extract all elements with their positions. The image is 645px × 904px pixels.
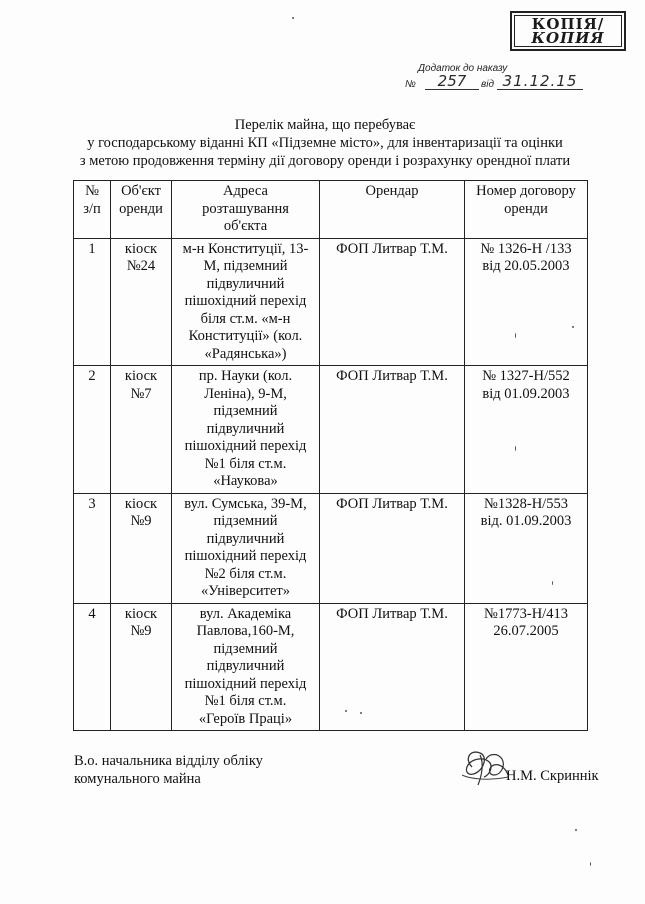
annex-title: Додаток до наказу <box>418 63 508 74</box>
table-row <box>74 493 588 603</box>
contract-date: 26.07.2005 <box>493 623 559 639</box>
header-address-line: об'єкта <box>223 218 268 234</box>
order-date-value: 31.12.15 <box>497 73 583 90</box>
contract-date: від 20.05.2003 <box>482 258 570 274</box>
object-type: кіоск <box>124 368 158 384</box>
address-line: вул. Академіка <box>199 605 292 622</box>
object-type: кіоск <box>124 495 158 512</box>
copy-stamp-inner <box>514 15 622 47</box>
row-num: 3 <box>74 493 111 603</box>
address-line: підземний <box>213 640 278 657</box>
order-date-label: від <box>481 79 494 90</box>
table-header-row <box>74 181 588 239</box>
document-title <box>40 116 610 170</box>
title-line-1: Перелік майна, що перебуває <box>234 117 416 133</box>
object-number: №9 <box>130 513 152 529</box>
handwritten-signature <box>458 745 510 790</box>
row-address <box>172 366 320 494</box>
signer-name: Н.М. Скриннік <box>506 768 599 784</box>
order-number-label: № <box>405 79 416 90</box>
table-row <box>74 603 588 731</box>
address-line: «Університет» <box>200 583 291 599</box>
scan-speck <box>515 446 516 451</box>
header-object-line: оренди <box>119 200 163 217</box>
object-number: №9 <box>130 623 152 639</box>
signatory-position <box>74 752 263 788</box>
header-object <box>111 181 172 239</box>
contract-number: №1328-Н/553 <box>484 495 568 512</box>
address-line: «Радянська») <box>204 345 287 362</box>
scan-speck <box>572 326 574 328</box>
address-line: пішохідний перехід <box>184 548 307 564</box>
row-object <box>111 366 172 494</box>
address-line: біля ст.м. «м-н <box>200 310 291 327</box>
address-line: пішохідний перехід <box>184 438 307 454</box>
row-contract <box>465 493 588 603</box>
address-line: №1 біля ст.м. <box>204 693 287 709</box>
row-tenant: ФОП Литвар Т.М. <box>320 493 465 603</box>
object-number: №24 <box>126 258 156 274</box>
header-num-line: № <box>85 183 99 199</box>
header-address-line: розташування <box>202 200 289 217</box>
address-line: пішохідний перехід <box>184 675 307 692</box>
row-object <box>111 238 172 366</box>
object-type: кіоск <box>124 240 158 257</box>
address-line: підвуличний <box>206 420 285 437</box>
stamp-line-2: КОПИЯ <box>531 29 605 47</box>
row-address <box>172 493 320 603</box>
address-line: м-н Конституції, 13- <box>182 240 309 257</box>
address-line: підземний <box>213 403 278 419</box>
address-line: підземний <box>213 513 278 529</box>
scan-speck <box>345 710 347 712</box>
scan-speck <box>575 829 577 831</box>
header-address <box>172 181 320 239</box>
annex-order-line <box>405 73 605 93</box>
row-num: 1 <box>74 238 111 366</box>
address-line: М, підземний <box>203 258 288 274</box>
address-line: підвуличний <box>206 658 285 674</box>
row-tenant: ФОП Литвар Т.М. <box>320 366 465 494</box>
row-object <box>111 493 172 603</box>
header-num <box>74 181 111 239</box>
row-object <box>111 603 172 731</box>
header-object-line: Об'єкт <box>121 183 161 199</box>
header-contract-line: Номер договору <box>476 183 576 199</box>
title-line-2: у господарському віданні КП «Підземне місто», для інвентаризації та оцінки <box>87 135 563 151</box>
title-line-3: з метою продовження терміну дії договору оренди і розрахунку орендної плати <box>79 153 571 169</box>
object-number: №7 <box>130 385 152 402</box>
address-line: Леніна), 9-М, <box>204 385 287 402</box>
address-line: пішохідний перехід <box>184 293 307 309</box>
scan-speck <box>360 712 362 714</box>
contract-number: № 1326-Н /133 <box>480 240 572 257</box>
scan-speck <box>552 581 553 585</box>
address-line: №1 біля ст.м. <box>204 455 287 472</box>
address-line: пр. Науки (кол. <box>198 368 293 384</box>
address-line: «Героїв Праці» <box>198 710 293 727</box>
row-contract <box>465 366 588 494</box>
address-line: №2 біля ст.м. <box>204 565 287 582</box>
scan-speck <box>590 862 591 866</box>
stamp-line-1: КОПІЯ/ <box>531 15 605 33</box>
order-number-value: 257 <box>425 73 479 90</box>
header-num-line: з/п <box>83 200 101 217</box>
row-num: 4 <box>74 603 111 731</box>
row-address <box>172 603 320 731</box>
address-line: «Наукова» <box>213 473 278 489</box>
header-contract-line: оренди <box>504 200 548 217</box>
property-table <box>73 180 588 731</box>
address-line: Павлова,160-М, <box>196 623 295 639</box>
row-tenant: ФОП Литвар Т.М. <box>320 603 465 731</box>
row-contract <box>465 238 588 366</box>
scan-speck <box>515 333 516 338</box>
row-address <box>172 238 320 366</box>
row-num: 2 <box>74 366 111 494</box>
contract-date: від 01.09.2003 <box>482 385 570 402</box>
table-row <box>74 366 588 494</box>
position-line-2: комунального майна <box>74 771 201 787</box>
header-address-line: Адреса <box>223 183 268 199</box>
contract-number: №1773-Н/413 <box>484 605 568 622</box>
row-contract <box>465 603 588 731</box>
scan-speck <box>292 17 294 19</box>
address-line: підвуличний <box>206 530 285 547</box>
address-line: вул. Сумська, 39-М, <box>184 495 307 512</box>
address-line: підвуличний <box>206 275 285 292</box>
row-tenant: ФОП Литвар Т.М. <box>320 238 465 366</box>
contract-number: № 1327-Н/552 <box>482 368 570 384</box>
position-line-1: В.о. начальника відділу обліку <box>74 753 263 769</box>
object-type: кіоск <box>124 605 158 622</box>
contract-date: від. 01.09.2003 <box>480 513 572 529</box>
copy-stamp <box>510 11 626 51</box>
header-contract <box>465 181 588 239</box>
header-tenant-line: Орендар <box>365 183 419 199</box>
header-tenant <box>320 181 465 239</box>
address-line: Конституції» (кол. <box>188 328 303 344</box>
table-row <box>74 238 588 366</box>
